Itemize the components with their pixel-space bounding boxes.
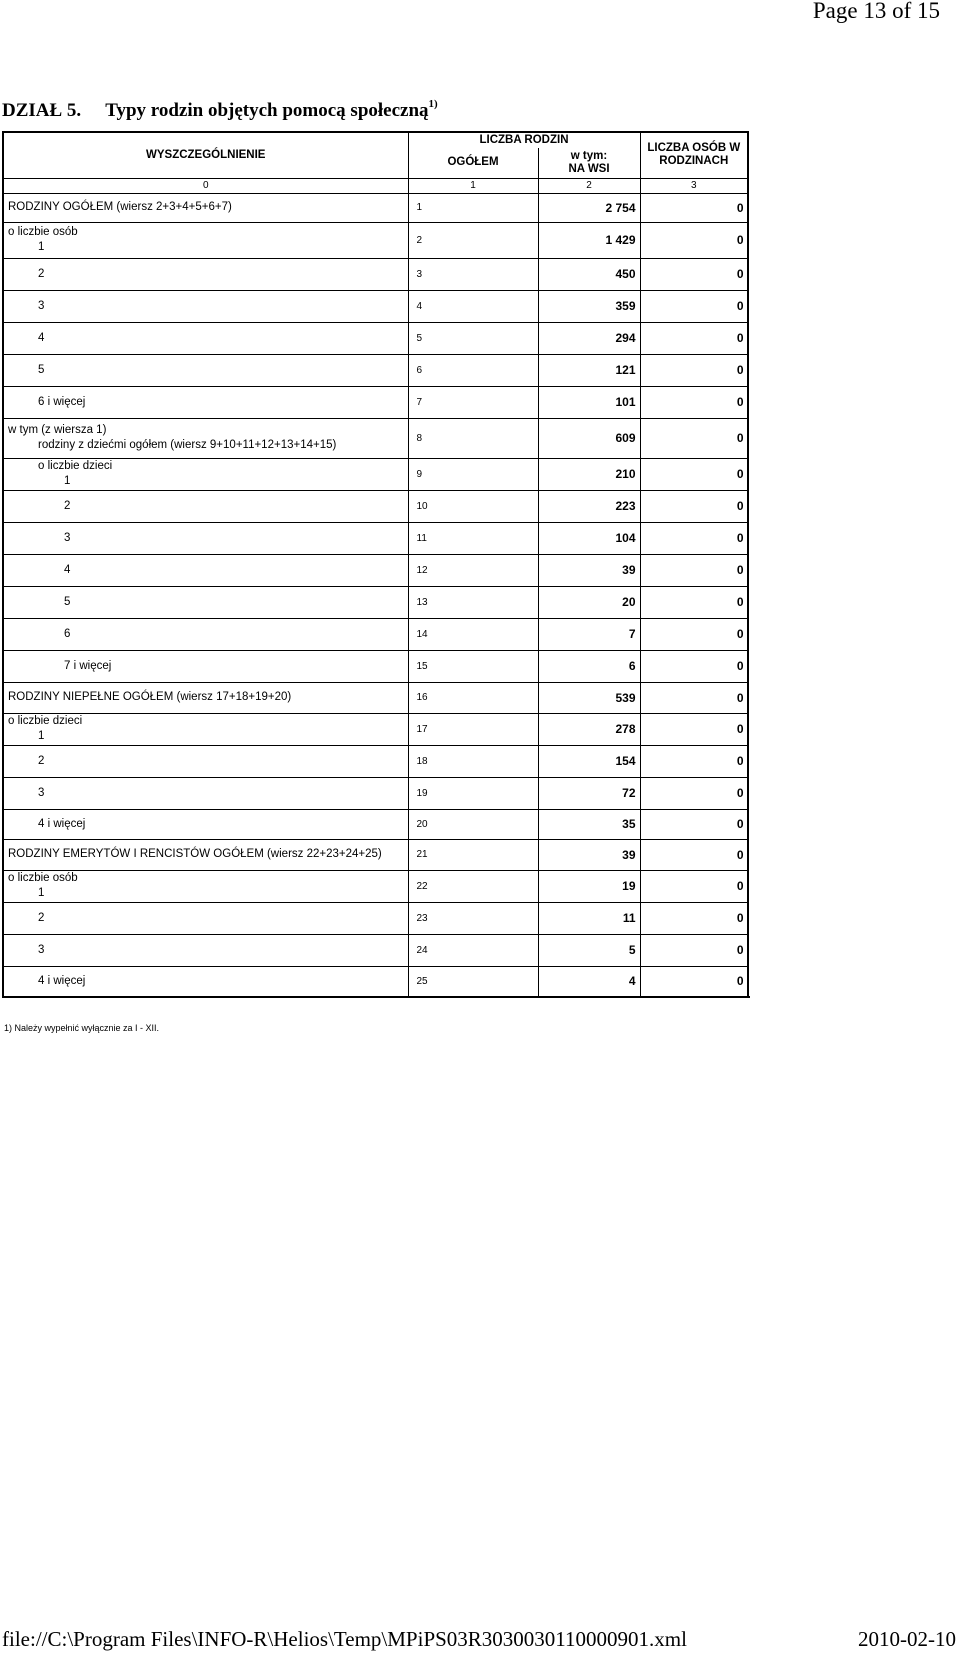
table-row [3, 554, 748, 586]
row-label [3, 354, 408, 386]
table-row [3, 902, 748, 934]
families-rural-value: 0 [640, 586, 748, 618]
families-total-value: 539 [538, 682, 640, 713]
col-index-0: 0 [3, 178, 408, 193]
table-row [3, 682, 748, 713]
families-rural-value: 0 [640, 902, 748, 934]
families-total-value: 359 [538, 290, 640, 322]
row-label [3, 713, 408, 745]
row-number: 6 [408, 354, 538, 386]
header-rural-line2: NA WSI [568, 162, 610, 175]
row-label-line: w tym (z wiersza 1) [8, 424, 107, 436]
section-heading [2, 98, 438, 122]
row-label [3, 386, 408, 418]
row-label-line: o liczbie osób [8, 872, 78, 884]
row-number: 7 [408, 386, 538, 418]
families-rural-value: 0 [640, 934, 748, 966]
families-rural-value: 0 [640, 966, 748, 997]
table-row [3, 290, 748, 322]
row-label-line: 5 [38, 363, 45, 376]
row-label [3, 418, 408, 458]
row-label [3, 934, 408, 966]
header-families: LICZBA RODZIN [408, 132, 640, 148]
row-label [3, 222, 408, 258]
row-number: 18 [408, 745, 538, 777]
row-label [3, 258, 408, 290]
footer-file-path: file://C:\Program Files\INFO-R\Helios\Temp\MPiPS03R3030030110000901.xml [2, 1627, 687, 1651]
row-label-line: 3 [38, 299, 45, 312]
table-row [3, 713, 748, 745]
families-total-value: 4 [538, 966, 640, 997]
family-types-table [2, 131, 749, 998]
table-row [3, 490, 748, 522]
row-label-line: o liczbie dzieci [8, 715, 83, 727]
families-rural-value: 0 [640, 618, 748, 650]
row-number: 4 [408, 290, 538, 322]
row-number: 23 [408, 902, 538, 934]
families-rural-value: 0 [640, 386, 748, 418]
table-row [3, 809, 748, 839]
families-rural-value: 0 [640, 290, 748, 322]
families-rural-value: 0 [640, 682, 748, 713]
families-total-value: 278 [538, 713, 640, 745]
families-rural-value: 0 [640, 418, 748, 458]
row-label-line: rodziny z dziećmi ogółem (wiersz 9+10+11+12+13+14+15) [38, 439, 337, 451]
families-rural-value: 0 [640, 193, 748, 222]
table-row [3, 222, 748, 258]
row-label-line: 1 [38, 241, 45, 253]
table-row [3, 586, 748, 618]
row-label [3, 650, 408, 682]
families-total-value: 223 [538, 490, 640, 522]
row-label-line: 1 [38, 730, 45, 742]
row-label [3, 522, 408, 554]
families-total-value: 7 [538, 618, 640, 650]
row-label [3, 966, 408, 997]
table-row [3, 745, 748, 777]
row-number: 15 [408, 650, 538, 682]
families-total-value: 39 [538, 839, 640, 870]
footer-date: 2010-02-10 [858, 1627, 956, 1651]
families-total-value: 210 [538, 458, 640, 490]
families-total-value: 72 [538, 777, 640, 809]
families-total-value: 294 [538, 322, 640, 354]
header-description: WYSZCZEGÓLNIENIE [3, 132, 408, 178]
families-total-value: 1 429 [538, 222, 640, 258]
row-number: 1 [408, 193, 538, 222]
row-label-line: 2 [64, 499, 71, 512]
families-rural-value: 0 [640, 222, 748, 258]
table-row [3, 258, 748, 290]
page-number: Page 13 of 15 [812, 0, 940, 23]
row-label [3, 682, 408, 713]
row-label [3, 490, 408, 522]
header-persons-line1: LICZBA OSÓB W [647, 142, 741, 155]
header-persons-line2: RODZINACH [659, 155, 729, 168]
row-number: 21 [408, 839, 538, 870]
table-row [3, 966, 748, 997]
row-number: 17 [408, 713, 538, 745]
row-label [3, 870, 408, 902]
table-row [3, 777, 748, 809]
row-label-line: RODZINY EMERYTÓW I RENCISTÓW OGÓŁEM (wiersz 22+23+24+25) [8, 848, 382, 860]
row-number: 20 [408, 809, 538, 839]
row-number: 16 [408, 682, 538, 713]
row-label [3, 458, 408, 490]
families-total-value: 35 [538, 809, 640, 839]
table-row [3, 418, 748, 458]
families-total-value: 39 [538, 554, 640, 586]
families-total-value: 5 [538, 934, 640, 966]
col-index-2: 2 [538, 178, 640, 193]
row-label [3, 809, 408, 839]
row-number: 14 [408, 618, 538, 650]
table-row [3, 618, 748, 650]
section-title: Typy rodzin objętych pomocą społeczną [105, 100, 429, 121]
families-rural-value: 0 [640, 839, 748, 870]
families-total-value: 19 [538, 870, 640, 902]
row-label-line: 2 [38, 267, 45, 280]
header-rural [538, 148, 640, 178]
row-number: 13 [408, 586, 538, 618]
row-number: 22 [408, 870, 538, 902]
families-total-value: 450 [538, 258, 640, 290]
row-label-line: 4 i więcej [38, 817, 86, 830]
row-label [3, 554, 408, 586]
row-number: 9 [408, 458, 538, 490]
families-rural-value: 0 [640, 354, 748, 386]
row-label [3, 193, 408, 222]
row-number: 3 [408, 258, 538, 290]
row-label [3, 745, 408, 777]
header-rural-line1: w tym: [570, 149, 608, 162]
families-rural-value: 0 [640, 713, 748, 745]
table-row [3, 870, 748, 902]
row-number: 5 [408, 322, 538, 354]
row-label-line: 4 [64, 563, 71, 576]
families-total-value: 6 [538, 650, 640, 682]
row-label [3, 777, 408, 809]
families-total-value: 609 [538, 418, 640, 458]
families-total-value: 121 [538, 354, 640, 386]
row-number: 8 [408, 418, 538, 458]
row-label [3, 902, 408, 934]
row-number: 11 [408, 522, 538, 554]
row-label [3, 586, 408, 618]
row-number: 12 [408, 554, 538, 586]
families-total-value: 104 [538, 522, 640, 554]
table-row [3, 322, 748, 354]
row-label-line: o liczbie osób [8, 226, 78, 238]
families-rural-value: 0 [640, 745, 748, 777]
col-index-1: 1 [408, 178, 538, 193]
families-rural-value: 0 [640, 458, 748, 490]
row-label-line: 4 i więcej [38, 974, 86, 987]
families-rural-value: 0 [640, 777, 748, 809]
families-rural-value: 0 [640, 809, 748, 839]
table-row [3, 386, 748, 418]
row-label-line: RODZINY OGÓŁEM (wiersz 2+3+4+5+6+7) [8, 201, 232, 213]
families-total-value: 2 754 [538, 193, 640, 222]
table-row [3, 839, 748, 870]
table-row [3, 650, 748, 682]
header-persons [640, 132, 748, 178]
row-label-line: 1 [64, 475, 71, 487]
families-total-value: 20 [538, 586, 640, 618]
table-row [3, 522, 748, 554]
footnote-ref: 1) [428, 98, 438, 110]
row-number: 10 [408, 490, 538, 522]
row-label [3, 322, 408, 354]
header-total: OGÓŁEM [408, 148, 538, 178]
row-label [3, 618, 408, 650]
row-label-line: o liczbie dzieci [38, 460, 113, 472]
col-index-3: 3 [640, 178, 748, 193]
table-row [3, 458, 748, 490]
row-label-line: 2 [38, 911, 45, 924]
row-number: 24 [408, 934, 538, 966]
row-label-line: 3 [38, 786, 45, 799]
families-rural-value: 0 [640, 322, 748, 354]
row-label-line: 4 [38, 331, 45, 344]
families-rural-value: 0 [640, 554, 748, 586]
families-total-value: 154 [538, 745, 640, 777]
row-label-line: 6 [64, 627, 71, 640]
row-label [3, 839, 408, 870]
table-row [3, 354, 748, 386]
row-label-line: 7 i więcej [64, 659, 112, 672]
table-row [3, 934, 748, 966]
row-number: 19 [408, 777, 538, 809]
row-label-line: 2 [38, 754, 45, 767]
row-label-line: 3 [64, 531, 71, 544]
table-row [3, 193, 748, 222]
families-total-value: 101 [538, 386, 640, 418]
families-rural-value: 0 [640, 490, 748, 522]
section-prefix: DZIAŁ 5. [2, 100, 82, 121]
row-number: 2 [408, 222, 538, 258]
families-total-value: 11 [538, 902, 640, 934]
families-rural-value: 0 [640, 650, 748, 682]
row-label-line: RODZINY NIEPEŁNE OGÓŁEM (wiersz 17+18+19+20) [8, 691, 292, 703]
row-label-line: 3 [38, 943, 45, 956]
families-rural-value: 0 [640, 258, 748, 290]
footnote: 1) Należy wypełnić wyłącznie za I - XII. [4, 1023, 160, 1033]
row-label-line: 6 i więcej [38, 395, 86, 408]
families-rural-value: 0 [640, 522, 748, 554]
row-label-line: 5 [64, 595, 71, 608]
row-label [3, 290, 408, 322]
table-body [3, 193, 748, 997]
row-label-line: 1 [38, 887, 45, 899]
families-rural-value: 0 [640, 870, 748, 902]
row-number: 25 [408, 966, 538, 997]
